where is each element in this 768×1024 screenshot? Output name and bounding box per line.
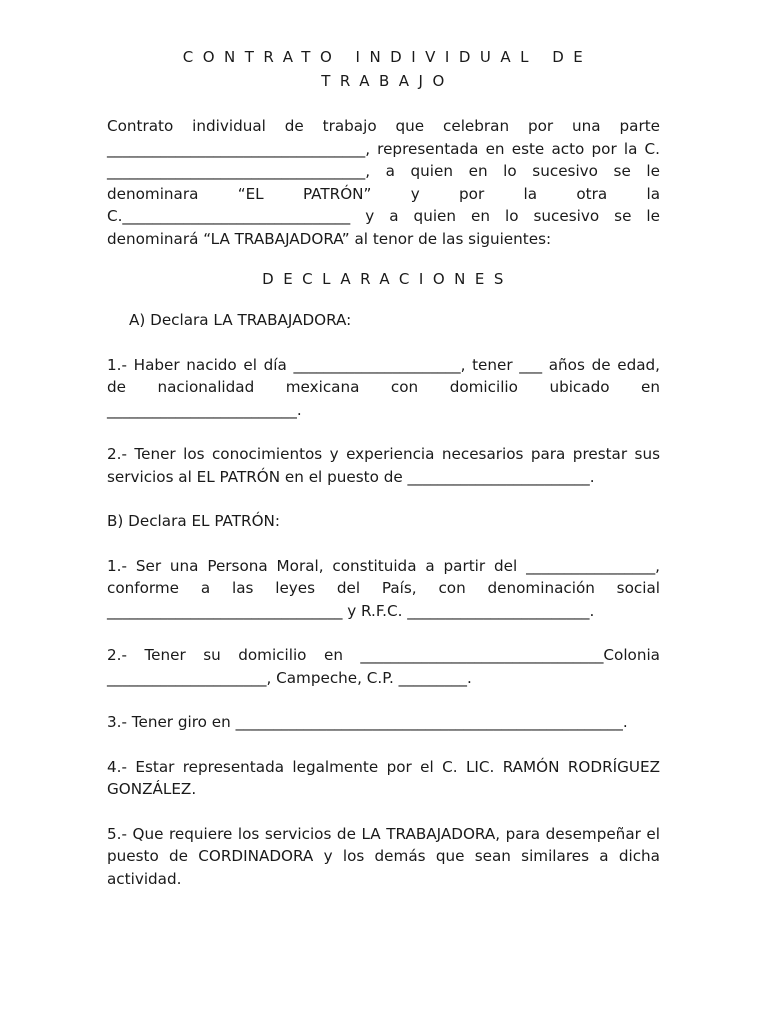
section-b-item-2: 2.- Tener su domicilio en ________________________________Colonia _____________________, Campeche, C.P. _________. — [107, 646, 660, 687]
section-b-label: B) Declara EL PATRÓN: — [107, 512, 281, 530]
section-b-item-5: 5.- Que requiere los servicios de LA TRABAJADORA, para desempeñar el puesto de CORDINADORA y los demás que sean similares a dicha actividad. — [107, 824, 660, 888]
section-b-item-4: 4.- Estar representada legalmente por el C. LIC. RAMÓN RODRÍGUEZ GONZÁLEZ. — [107, 757, 660, 798]
section-a-label: A) Declara LA TRABAJADORA: — [129, 311, 352, 329]
document-title: CONTRATO INDIVIDUAL DE TRABAJO — [182, 48, 593, 90]
intro-paragraph: Contrato individual de trabajo que celebran por una parte __________________________________, representada en este acto por la C. __________________________________, a quien en lo sucesivo se le denominara “EL PATRÓN” y por la otra la C.______________________________ y a quien en lo sucesivo se le denominará “LA TRABAJADORA” al tenor de las siguientes: — [107, 117, 660, 248]
document-page — [107, 45, 660, 890]
declarations-heading: DECLARACIONES — [262, 270, 513, 288]
section-a-item-2: 2.- Tener los conocimientos y experiencia necesarios para prestar sus servicios al EL PATRÓN en el puesto de ________________________. — [107, 445, 660, 486]
section-b-item-3: 3.- Tener giro en ___________________________________________________. — [107, 713, 628, 731]
section-b-item-1: 1.- Ser una Persona Moral, constituida a partir del _________________, conforme a las leyes del País, con denominación social _______________________________ y R.F.C. ________________________. — [107, 556, 660, 620]
section-a-item-1: 1.- Haber nacido el día ______________________, tener ___ años de edad, de nacionalidad mexicana con domicilio ubicado en _________________________. — [107, 355, 660, 419]
